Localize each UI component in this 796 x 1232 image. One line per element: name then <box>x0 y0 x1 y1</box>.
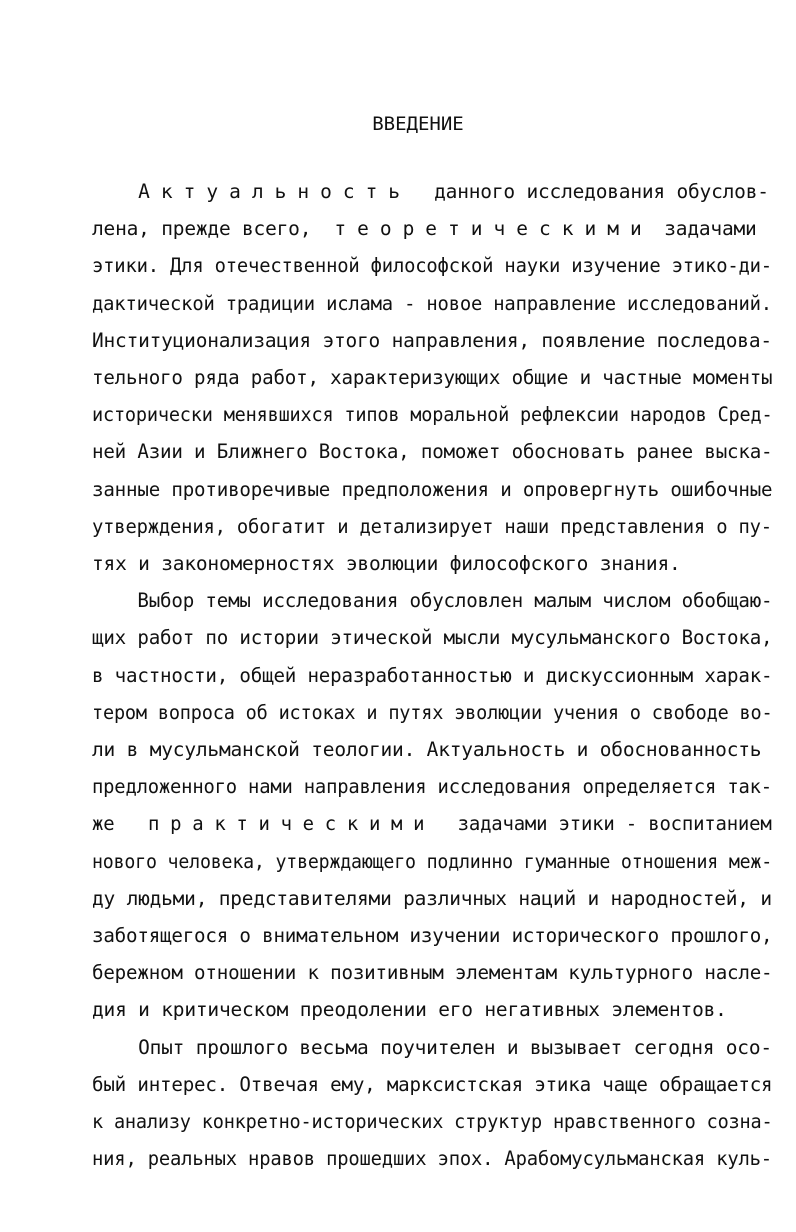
text-line <box>92 1110 772 1134</box>
text-line <box>92 254 772 278</box>
text-segment: щих работ по истории этической мысли мусульманского Востока, <box>92 626 773 650</box>
text-line <box>92 589 772 613</box>
text-segment: бый интерес. Отвечая ему, марксистская этика чаще обращается <box>92 1072 773 1096</box>
text-line <box>92 701 772 725</box>
text-line <box>92 366 772 390</box>
text-line <box>92 924 772 948</box>
text-line <box>92 1147 772 1171</box>
text-segment: ли в мусульманской теологии. Актуальность и обоснованность <box>92 738 762 761</box>
text-segment: ней Азии и Ближнего Востока, поможет обосновать ранее выска- <box>92 440 773 464</box>
text-segment: дактической традиции ислама - новое направление исследований. <box>92 291 772 315</box>
text-segment: тях и закономерностях эволюции философского знания. <box>92 552 681 575</box>
text-line <box>92 478 772 502</box>
emphasized-word: теоретическими <box>334 217 653 241</box>
text-line <box>92 440 772 464</box>
text-line <box>92 738 761 762</box>
text-segment: задачами этики - воспитанием <box>435 812 772 836</box>
text-segment: в частности, общей неразработанностью и дискуссионным харак- <box>92 663 773 687</box>
text-line <box>92 180 769 204</box>
text-segment: лена, прежде всего, <box>92 217 335 241</box>
text-segment: нового человека, утверждающего подлинно гуманные отношения меж- <box>92 849 773 873</box>
text-line <box>92 552 681 576</box>
text-segment: тером вопроса об истоках и путях эволюции учения о свободе во- <box>92 700 773 724</box>
text-line <box>92 1036 772 1060</box>
text-line <box>92 217 757 241</box>
text-segment: дия и критическом преодолении его негативных элементов. <box>92 998 727 1022</box>
emphasized-word: практическими <box>148 812 436 836</box>
text-segment: предложенного нами направления исследования определяется так- <box>92 775 772 799</box>
text-line <box>92 961 772 985</box>
text-segment: тельного ряда работ, характеризующих общие и частные моменты <box>92 366 773 389</box>
text-segment: занные противоречивые предположения и опровергнуть ошибочные <box>92 477 773 501</box>
text-line <box>92 812 772 836</box>
text-segment: этики. Для отечественной философской науки изучение этико-ди- <box>92 254 772 278</box>
emphasized-word: Актуальность <box>138 180 412 203</box>
text-line <box>92 998 727 1022</box>
text-segment: бережном отношении к позитивным элементам культурного насле- <box>92 961 773 985</box>
section-heading: ВВЕДЕНИЕ <box>372 113 464 135</box>
text-segment: утверждения, обогатит и детализирует наши представления о пу- <box>92 514 772 538</box>
text-line <box>92 515 772 539</box>
text-line <box>92 850 772 874</box>
text-segment <box>92 180 138 203</box>
text-line <box>92 664 772 688</box>
text-segment: ду людьми, представителями различных наций и народностей, и <box>92 886 772 910</box>
text-segment: Опыт прошлого весьма поучителен и вызывает сегодня осо- <box>92 1035 772 1059</box>
text-line <box>92 775 772 799</box>
text-line <box>92 403 772 427</box>
text-segment: заботящегося о внимательном изучении исторического прошлого, <box>92 924 773 947</box>
text-segment: же <box>92 812 149 836</box>
text-line <box>92 1073 772 1097</box>
text-segment: Институционализация этого направления, появление последова- <box>92 328 772 352</box>
text-segment: ния, реальных нравов прошедших эпох. Арабомусульманская куль- <box>92 1147 772 1171</box>
text-line <box>92 887 772 911</box>
text-line <box>92 329 772 353</box>
text-segment: к анализу конкретно-исторических структур нравственного созна- <box>92 1110 773 1133</box>
text-segment: задачами <box>652 217 757 241</box>
text-segment: данного исследования обуслов- <box>411 180 769 203</box>
text-segment: исторически менявшихся типов моральной рефлексии народов Сред- <box>92 403 773 427</box>
text-line <box>92 292 772 316</box>
text-segment: Выбор темы исследования обусловлен малым числом обобщаю- <box>92 589 773 613</box>
text-line <box>92 626 772 650</box>
